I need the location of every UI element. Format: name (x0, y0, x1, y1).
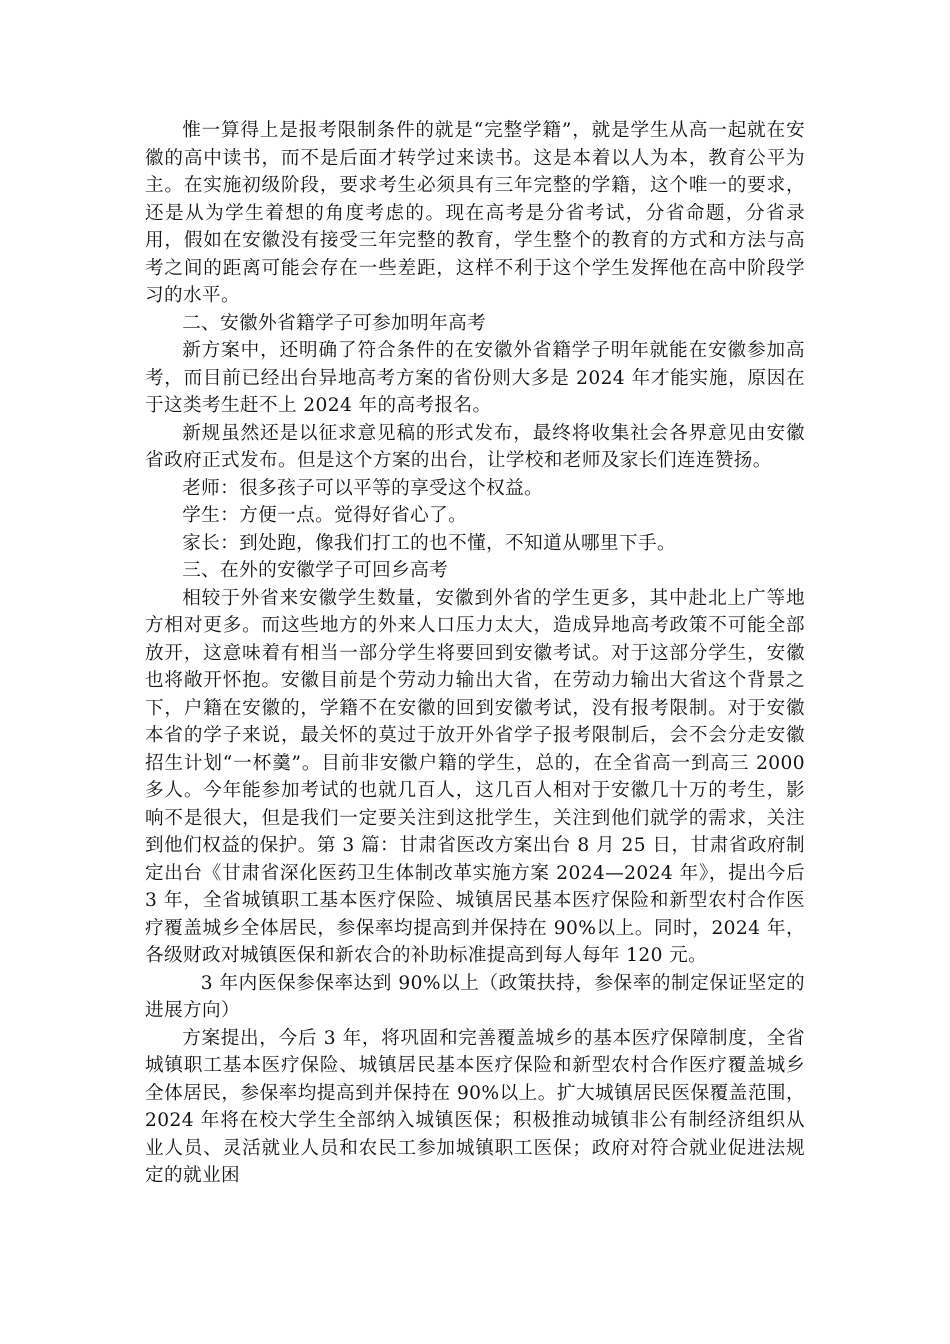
paragraph-plan-proposal: 方案提出，今后 3 年，将巩固和完善覆盖城乡的基本医疗保障制度，全省城镇职工基本医疗保险、城镇居民基本医疗保险和新型农村合作医疗覆盖城乡全体居民，参保率均提高到并保持在 90%以上。扩大城镇居民医保覆盖范围，2024 年将在校大学生全部纳入城镇医保；积极推动城镇非公有制经济组织从业人员、灵活就业人员和农民工参加城镇职工医保；政府对符合就业促进法规定的就业困 (145, 1027, 805, 1186)
paragraph-complete-school-record: 惟一算得上是报考限制条件的就是“完整学籍”，就是学生从高一起就在安徽的高中读书，而不是后面才转学过来读书。这是本着以人为本，教育公平为主。在实施初级阶段，要求考生必须具有三年完整的学籍，这个唯一的要求，还是从为学生着想的角度考虑的。现在高考是分省考试，分省命题，分省录用，假如在安徽没有接受三年完整的教育，学生整个的教育的方式和方法与高考之间的距离可能会存在一些差距，这样不利于这个学生发挥他在高中阶段学习的水平。 (145, 120, 805, 306)
paragraph-new-plan: 新方案中，还明确了符合条件的在安徽外省籍学子明年就能在安徽参加高考，而目前已经出台异地高考方案的省份则大多是 2024 年才能实施，原因在于这类考生赶不上 2024 年的高考报名。 (145, 340, 805, 416)
quote-student: 学生：方便一点。觉得好省心了。 (182, 505, 468, 526)
section-heading-2: 二、安徽外省籍学子可参加明年高考 (182, 312, 487, 334)
paragraph-returning-students: 相较于外省来安徽学生数量，安徽到外省的学生更多，其中赴北上广等地方相对更多。而这些地方的外来人口压力太大，造成异地高考政策不可能全部放开，这意味着有相当一部分学生将要回到安徽考试。对于这部分学生，安徽也将敞开怀抱。安徽目前是个劳动力输出大省，在劳动力输出大省这个背景之下，户籍在安徽的，学籍不在安徽的回到安徽考试，没有报考限制。对于安徽本省的学子来说，最关怀的莫过于放开外省学子报考限制后，会不会分走安徽招生计划“一杯羹”。目前非安徽户籍的学生，总的，在全省高一到高三 2000 多人。今年能参加考试的也就几百人，这几百人相对于安徽几十万的考生，影响不是很大，但是我们一定要关注到这批学生，关注到他们就学的需求，关注到他们权益的保护。第 3 篇：甘肃省医改方案出台 8 月 25 日，甘肃省政府制定出台《甘肃省深化医药卫生体制改革实施方案 2024—2024 年》，提出今后 3 年，全省城镇职工基本医疗保险、城镇居民基本医疗保险和新型农村合作医疗覆盖城乡全体居民，参保率均提高到并保持在 90%以上。同时，2024 年，各级财政对城镇医保和新农合的补助标准提高到每人每年 120 元。 (145, 587, 805, 966)
paragraph-insurance-heading: 3 年内医保参保率达到 90%以上（政策扶持，参保率的制定保证坚定的进展方向） (145, 972, 805, 1021)
quote-parent: 家长：到处跑，像我们打工的也不懂，不知道从哪里下手。 (182, 532, 677, 554)
quote-teacher: 老师：很多孩子可以平等的享受这个权益。 (182, 477, 544, 499)
section-heading-3: 三、在外的安徽学子可回乡高考 (182, 560, 449, 581)
paragraph-new-rules: 新规虽然还是以征求意见稿的形式发布，最终将收集社会各界意见由安徽省政府正式发布。但是这个方案的出台，让学校和老师及家长们连连赞扬。 (145, 422, 805, 471)
document-body (145, 117, 805, 1190)
